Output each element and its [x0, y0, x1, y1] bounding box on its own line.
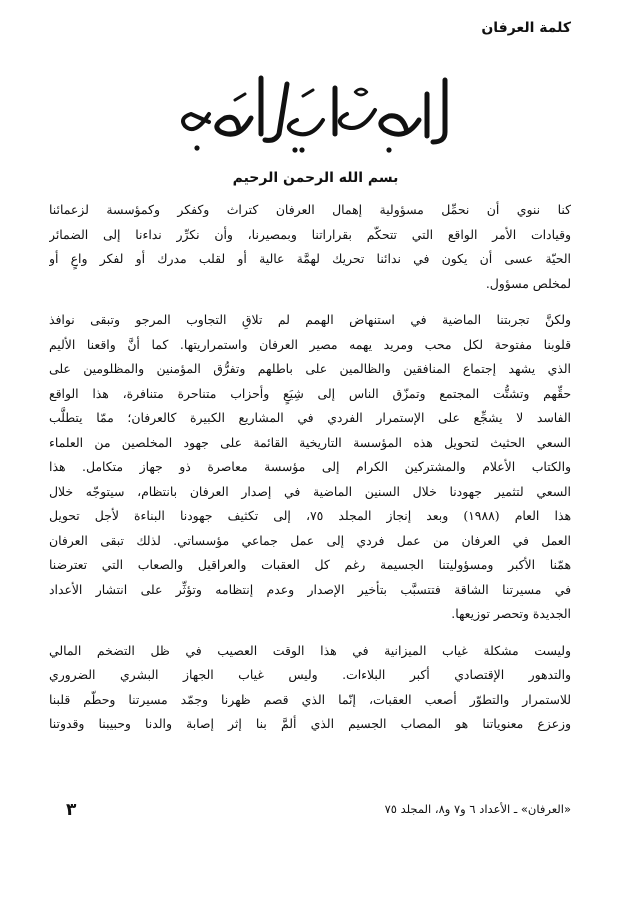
text-line: وليست مشكلة غياب الميزانية في هذا الوقت العصيب في ظل التضخم المالي [49, 642, 571, 658]
text-line: هذا العام (١٩٨٨) وبعد إنجاز المجلد ٧٥، إلى تكثيف جهودنا البناءة لأجل تحويل [49, 508, 571, 523]
text-line: والتدهور الإقتصادي أكبر البلاءات. وليس غياب الجهاز البشري الضروري [49, 667, 571, 682]
text-line: وزعزع معنوياتنا هو المصاب الجسيم الذي ألمَّ بنا إثر إصابة والدنا وحبيبنا وقدوتنا [49, 716, 571, 731]
text-line: قلوبنا مفتوحة لكل محب ومريد يهمه مصير العرفان واستمراريتها. كما أنَّ واقعنا الأليم [49, 336, 571, 352]
footer-rule [60, 795, 582, 796]
paragraph-1 [49, 198, 571, 296]
text-line: السعي لتثمير جهودنا خلال السنين الماضية في إصدار العرفان بانتظام، سيتوجّه خلال [49, 483, 571, 499]
text-line: في مسيرتنا الشاقة فتتسبَّب بتأخير الإصدار وعدم إنتظامه وتؤثِّر على انتشار الأعداد [49, 581, 571, 597]
basmala: بسم الله الرحمن الرحيم [232, 170, 399, 186]
body-text [49, 198, 571, 749]
text-line: كنا ننوي أن نحمِّل مسؤولية إهمال العرفان كتراث وكفكر وكمؤسسة لزعمائنا [49, 202, 571, 217]
text-line: وقيادات الأمر الواقع التي تتحكّم بقراراتنا وبمصيرنا، وأن نكرِّر نداءنا إلى الضمائر [49, 226, 571, 242]
text-line: العمل في العرفان من عمل فردي إلى عمل جماعي مؤسساتي. لذلك تبقى العرفان [49, 532, 571, 548]
text-line: حقِّهم وتشتُّت المجتمع وتمزّق الناس إلى شِيَعٍ وأحزاب متناحرة متنافرة، هذا الواقع [49, 385, 571, 401]
text-line: الفاسد لا يشجِّع على الإستمرار الفردي في المشاريع الكبيرة كالعرفان؛ ممّا يتطلَّب [49, 410, 571, 425]
text-line: الذي يشهد إجتماع المنافقين والظالمين على باطلهم وتفرُّق المؤمنين والمظلومين على [49, 361, 571, 376]
issue-info: «العرفان» ـ الأعداد ٦ و٧ و٨، المجلد ٧٥ [384, 802, 571, 816]
text-line: لمخلص مسؤول. [485, 275, 571, 291]
calligraphic-title [175, 70, 465, 160]
text-line: الجديدة وتحصر توزيعها. [451, 606, 571, 621]
page-number: ٣ [66, 800, 77, 820]
running-head: كلمة العرفان [481, 20, 571, 36]
text-line: الحيّة عسى أن يكون في ندائنا تحريك لهمَّة عالية أو لقلب مدرك أو لفكر واعٍ أو [49, 251, 571, 266]
text-line: للاستمرار والتطوّر أصعب العقبات، إنّما الذي قصم ظهرنا وجمّد مسيرتنا وحطّم قلبنا [49, 691, 571, 707]
text-line: السعي الحثيث لتحويل هذه المؤسسة التاريخية القائمة على جهود المخلصين من العلماء [49, 434, 571, 450]
text-line: والكتاب الأعلام والمشتركين الكرام إلى مؤسسة معاصرة ذو جهاز متكامل. هذا [49, 459, 571, 474]
paragraph-2 [49, 308, 571, 627]
text-line: ولكنَّ تجربتنا الماضية في استنهاض الهمم لم تلاقِ التجاوب المرجو وتبقى نوافذ [49, 312, 571, 327]
text-line: همّنا الأكبر ومسؤوليتنا الجسيمة رغم كل العقبات والعراقيل والصعاب التي تعترضنا [49, 557, 571, 572]
paragraph-3 [49, 639, 571, 737]
